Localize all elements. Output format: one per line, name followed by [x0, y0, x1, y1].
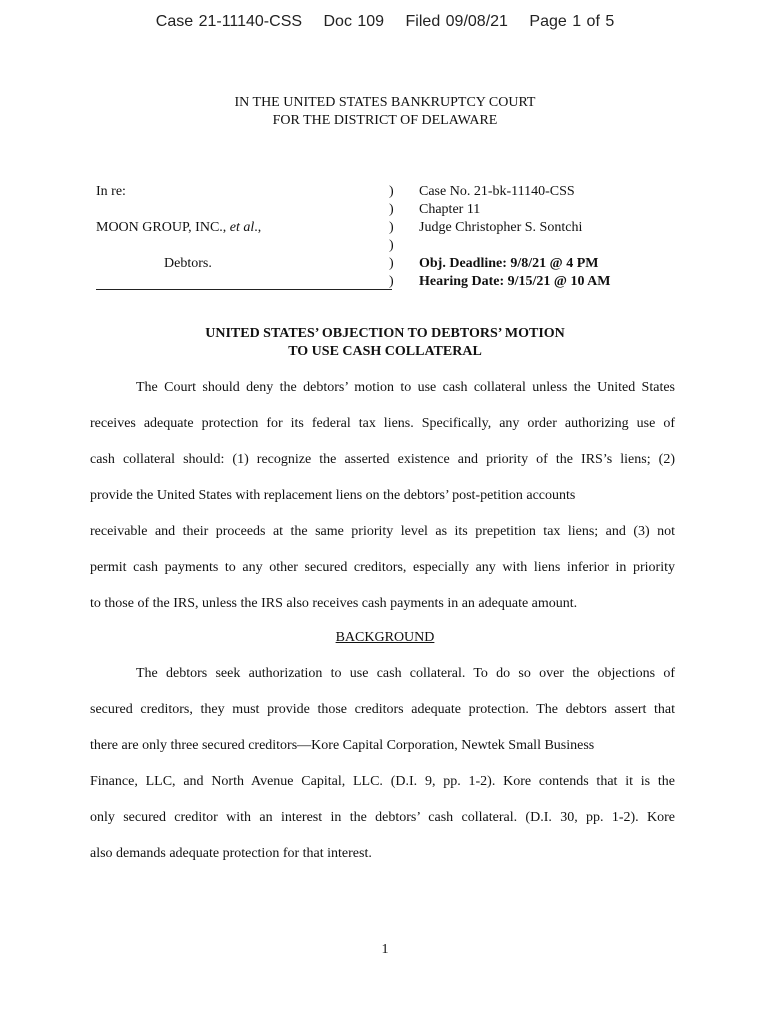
paragraph-line: only secured creditor with an interest in the debtors’ cash collateral. (D.I. 30, pp. 1-2). Kore [90, 810, 675, 825]
stamp-case-number: Case 21-11140-CSS [155, 13, 303, 30]
caption-paren: ) [389, 202, 394, 217]
caption-parties [96, 183, 261, 273]
paragraph-line: there are only three secured creditors—Kore Capital Corporation, Newtek Small Business [90, 738, 595, 753]
background-paragraph [90, 665, 675, 881]
caption-underline [96, 289, 392, 290]
paragraph-line: The Court should deny the debtors’ motion to use cash collateral unless the United States [136, 380, 675, 395]
chapter: Chapter 11 [419, 202, 481, 217]
paragraph-line: Finance, LLC, and North Avenue Capital, LLC. (D.I. 9, pp. 1-2). Kore contends that it is the [90, 774, 675, 789]
court-name-line: IN THE UNITED STATES BANKRUPTCY COURT [234, 95, 536, 110]
judge-name: Judge Christopher S. Sontchi [419, 220, 583, 235]
paragraph-line: provide the United States with replacement liens on the debtors’ post-petition accounts [90, 488, 576, 503]
debtor-name-text: MOON GROUP, INC., [96, 220, 227, 235]
paragraph-line: The debtors seek authorization to use cash collateral. To do so over the objections of [136, 666, 675, 681]
title-line-1: UNITED STATES’ OBJECTION TO DEBTORS’ MOTION [205, 326, 565, 341]
background-heading: BACKGROUND [335, 630, 435, 645]
paragraph-line: to those of the IRS, unless the IRS also receives cash payments in an adequate amount. [90, 596, 578, 611]
caption-case-info [419, 183, 611, 291]
in-re-label: In re: [96, 184, 126, 199]
filing-stamp-header [0, 13, 770, 31]
title-line-2: TO USE CASH COLLATERAL [288, 344, 482, 359]
debtor-name [96, 219, 261, 237]
stamp-filed-date: Filed 09/08/21 [405, 13, 508, 30]
case-number: Case No. 21-bk-11140-CSS [419, 184, 575, 199]
paragraph-line: receives adequate protection for its federal tax liens. Specifically, any order authorizing use of [90, 416, 675, 431]
paragraph-line: secured creditors, they must provide those creditors adequate protection. The debtors assert that [90, 702, 675, 717]
caption-paren: ) [389, 256, 394, 271]
court-heading [0, 94, 770, 130]
caption-paren: ) [389, 238, 394, 253]
debtors-label: Debtors. [164, 256, 212, 271]
et-al-text: et al [229, 220, 255, 235]
page-number: 1 [381, 942, 389, 957]
hearing-date: Hearing Date: 9/15/21 @ 10 AM [419, 274, 611, 289]
objection-deadline: Obj. Deadline: 9/8/21 @ 4 PM [419, 256, 599, 271]
caption-paren-column [389, 183, 394, 291]
paragraph-line: permit cash payments to any other secured creditors, especially any with liens inferior in priority [90, 560, 675, 575]
caption-paren: ) [389, 220, 394, 235]
document-title [0, 325, 770, 361]
stamp-doc-number: Doc 109 [323, 13, 385, 30]
caption-paren: ) [389, 274, 394, 289]
court-district-line: FOR THE DISTRICT OF DELAWARE [272, 113, 498, 128]
intro-paragraph [90, 379, 675, 631]
paragraph-line: cash collateral should: (1) recognize the asserted existence and priority of the IRS’s liens; (2) [90, 452, 675, 467]
paragraph-line: also demands adequate protection for that interest. [90, 846, 372, 861]
caption-paren: ) [389, 184, 394, 199]
paragraph-line: receivable and their proceeds at the same priority level as its prepetition tax liens; and (3) not [90, 524, 675, 539]
stamp-page-count: Page 1 of 5 [529, 13, 615, 30]
et-al-suffix: ., [254, 220, 262, 235]
